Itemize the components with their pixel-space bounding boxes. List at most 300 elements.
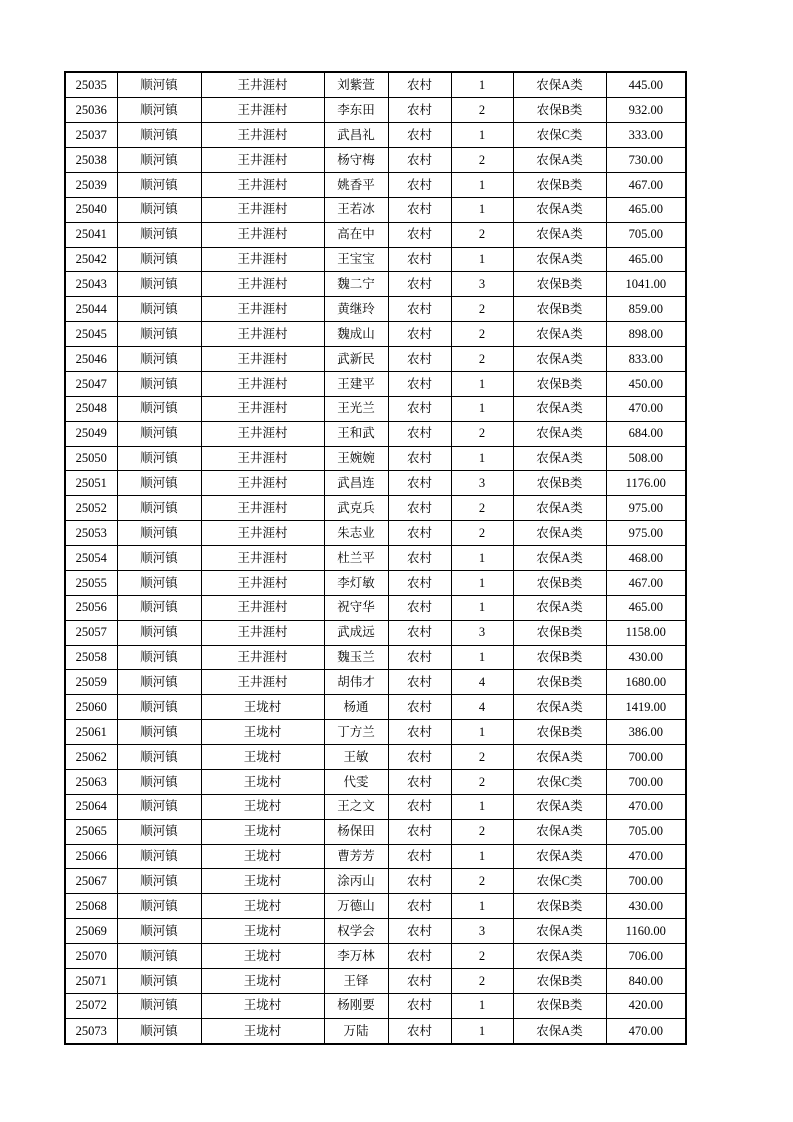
cell-amount: 840.00 [606,968,686,993]
cell-count: 2 [451,297,513,322]
cell-name: 王敏 [324,745,388,770]
table-row [65,521,686,546]
cell-id: 25037 [65,123,117,148]
table-row [65,446,686,471]
cell-village: 王垅村 [201,695,324,720]
cell-name: 王之文 [324,794,388,819]
cell-residence: 农村 [388,322,451,347]
cell-village: 王井涯村 [201,347,324,372]
cell-id: 25045 [65,322,117,347]
table-row [65,695,686,720]
cell-town: 顺河镇 [117,172,201,197]
cell-name: 武昌礼 [324,123,388,148]
cell-name: 祝守华 [324,595,388,620]
cell-name: 武克兵 [324,496,388,521]
cell-amount: 465.00 [606,247,686,272]
table-row [65,769,686,794]
cell-amount: 465.00 [606,595,686,620]
cell-town: 顺河镇 [117,869,201,894]
cell-id: 25063 [65,769,117,794]
cell-count: 1 [451,993,513,1018]
cell-count: 2 [451,222,513,247]
cell-count: 1 [451,645,513,670]
cell-town: 顺河镇 [117,371,201,396]
cell-id: 25051 [65,471,117,496]
cell-village: 王井涯村 [201,396,324,421]
cell-town: 顺河镇 [117,521,201,546]
cell-category: 农保B类 [513,172,606,197]
cell-category: 农保B类 [513,968,606,993]
cell-count: 1 [451,794,513,819]
cell-amount: 1041.00 [606,272,686,297]
cell-residence: 农村 [388,297,451,322]
cell-id: 25038 [65,148,117,173]
cell-village: 王垅村 [201,993,324,1018]
cell-name: 李万林 [324,944,388,969]
table-row [65,197,686,222]
cell-name: 魏二宁 [324,272,388,297]
cell-town: 顺河镇 [117,794,201,819]
cell-residence: 农村 [388,546,451,571]
table-row [65,272,686,297]
cell-town: 顺河镇 [117,322,201,347]
cell-residence: 农村 [388,595,451,620]
cell-id: 25042 [65,247,117,272]
cell-amount: 386.00 [606,720,686,745]
cell-town: 顺河镇 [117,595,201,620]
cell-amount: 705.00 [606,222,686,247]
cell-town: 顺河镇 [117,844,201,869]
cell-residence: 农村 [388,670,451,695]
cell-residence: 农村 [388,645,451,670]
cell-town: 顺河镇 [117,297,201,322]
table-row [65,670,686,695]
cell-count: 1 [451,844,513,869]
cell-id: 25060 [65,695,117,720]
cell-town: 顺河镇 [117,769,201,794]
cell-residence: 农村 [388,272,451,297]
cell-name: 王婉婉 [324,446,388,471]
cell-id: 25050 [65,446,117,471]
cell-residence: 农村 [388,446,451,471]
cell-amount: 467.00 [606,172,686,197]
cell-residence: 农村 [388,695,451,720]
cell-count: 1 [451,197,513,222]
cell-count: 3 [451,919,513,944]
cell-name: 朱志业 [324,521,388,546]
table-row [65,123,686,148]
cell-residence: 农村 [388,794,451,819]
cell-amount: 700.00 [606,745,686,770]
cell-residence: 农村 [388,371,451,396]
cell-count: 2 [451,148,513,173]
cell-name: 曹芳芳 [324,844,388,869]
cell-name: 王光兰 [324,396,388,421]
cell-town: 顺河镇 [117,670,201,695]
cell-name: 万陆 [324,1018,388,1044]
table-row [65,546,686,571]
cell-name: 王和武 [324,421,388,446]
cell-town: 顺河镇 [117,446,201,471]
table-row [65,645,686,670]
cell-id: 25047 [65,371,117,396]
cell-category: 农保A类 [513,695,606,720]
cell-town: 顺河镇 [117,72,201,98]
cell-amount: 684.00 [606,421,686,446]
cell-town: 顺河镇 [117,894,201,919]
cell-town: 顺河镇 [117,620,201,645]
table-row [65,297,686,322]
table-row [65,347,686,372]
table-row [65,247,686,272]
cell-name: 黄继玲 [324,297,388,322]
cell-category: 农保A类 [513,72,606,98]
cell-id: 25049 [65,421,117,446]
cell-village: 王井涯村 [201,322,324,347]
cell-amount: 1419.00 [606,695,686,720]
cell-id: 25072 [65,993,117,1018]
cell-village: 王垅村 [201,869,324,894]
cell-category: 农保A类 [513,222,606,247]
cell-town: 顺河镇 [117,570,201,595]
cell-id: 25057 [65,620,117,645]
cell-category: 农保B类 [513,570,606,595]
cell-id: 25065 [65,819,117,844]
cell-town: 顺河镇 [117,695,201,720]
benefit-roster-table [64,71,687,1045]
cell-residence: 农村 [388,720,451,745]
cell-village: 王井涯村 [201,172,324,197]
cell-id: 25041 [65,222,117,247]
cell-residence: 农村 [388,123,451,148]
cell-town: 顺河镇 [117,98,201,123]
cell-name: 刘紫萱 [324,72,388,98]
cell-town: 顺河镇 [117,396,201,421]
table-row [65,595,686,620]
cell-name: 杨守梅 [324,148,388,173]
cell-category: 农保A类 [513,197,606,222]
cell-residence: 农村 [388,222,451,247]
cell-id: 25053 [65,521,117,546]
cell-count: 3 [451,620,513,645]
cell-name: 魏玉兰 [324,645,388,670]
cell-residence: 农村 [388,869,451,894]
cell-amount: 859.00 [606,297,686,322]
cell-id: 25056 [65,595,117,620]
cell-amount: 467.00 [606,570,686,595]
cell-amount: 898.00 [606,322,686,347]
cell-town: 顺河镇 [117,247,201,272]
cell-id: 25073 [65,1018,117,1044]
cell-amount: 445.00 [606,72,686,98]
cell-category: 农保A类 [513,745,606,770]
table-row [65,222,686,247]
table-row [65,919,686,944]
cell-count: 1 [451,570,513,595]
cell-category: 农保A类 [513,521,606,546]
table-row [65,819,686,844]
cell-category: 农保B类 [513,297,606,322]
cell-category: 农保A类 [513,844,606,869]
cell-village: 王垅村 [201,844,324,869]
cell-town: 顺河镇 [117,496,201,521]
cell-town: 顺河镇 [117,148,201,173]
cell-amount: 1160.00 [606,919,686,944]
cell-town: 顺河镇 [117,347,201,372]
cell-village: 王井涯村 [201,496,324,521]
cell-name: 高在中 [324,222,388,247]
cell-village: 王垅村 [201,968,324,993]
table-row [65,869,686,894]
cell-village: 王井涯村 [201,72,324,98]
cell-category: 农保A类 [513,546,606,571]
cell-amount: 468.00 [606,546,686,571]
table-row [65,1018,686,1044]
cell-amount: 450.00 [606,371,686,396]
cell-village: 王垅村 [201,894,324,919]
cell-id: 25044 [65,297,117,322]
cell-village: 王垅村 [201,745,324,770]
cell-id: 25061 [65,720,117,745]
cell-village: 王井涯村 [201,620,324,645]
cell-amount: 1176.00 [606,471,686,496]
cell-residence: 农村 [388,844,451,869]
cell-count: 2 [451,819,513,844]
cell-residence: 农村 [388,620,451,645]
cell-residence: 农村 [388,1018,451,1044]
cell-village: 王垅村 [201,769,324,794]
cell-count: 1 [451,894,513,919]
cell-category: 农保C类 [513,869,606,894]
cell-town: 顺河镇 [117,421,201,446]
cell-id: 25070 [65,944,117,969]
table-row [65,471,686,496]
cell-id: 25035 [65,72,117,98]
cell-residence: 农村 [388,396,451,421]
cell-name: 代雯 [324,769,388,794]
table-row [65,944,686,969]
cell-id: 25059 [65,670,117,695]
cell-town: 顺河镇 [117,471,201,496]
cell-amount: 470.00 [606,396,686,421]
cell-count: 2 [451,944,513,969]
cell-amount: 975.00 [606,521,686,546]
cell-village: 王垅村 [201,794,324,819]
cell-name: 涂丙山 [324,869,388,894]
cell-name: 胡伟才 [324,670,388,695]
cell-residence: 农村 [388,521,451,546]
cell-category: 农保A类 [513,919,606,944]
cell-category: 农保A类 [513,148,606,173]
cell-category: 农保B类 [513,894,606,919]
table-row [65,993,686,1018]
cell-town: 顺河镇 [117,197,201,222]
cell-residence: 农村 [388,197,451,222]
table-row [65,620,686,645]
cell-category: 农保C类 [513,123,606,148]
cell-id: 25036 [65,98,117,123]
cell-town: 顺河镇 [117,819,201,844]
cell-amount: 730.00 [606,148,686,173]
cell-amount: 932.00 [606,98,686,123]
cell-category: 农保A类 [513,1018,606,1044]
cell-category: 农保B类 [513,993,606,1018]
cell-amount: 465.00 [606,197,686,222]
cell-category: 农保B类 [513,471,606,496]
cell-village: 王井涯村 [201,222,324,247]
cell-town: 顺河镇 [117,272,201,297]
cell-village: 王井涯村 [201,670,324,695]
cell-amount: 430.00 [606,645,686,670]
cell-category: 农保A类 [513,595,606,620]
cell-count: 3 [451,471,513,496]
cell-category: 农保B类 [513,670,606,695]
cell-count: 1 [451,172,513,197]
table-row [65,745,686,770]
cell-village: 王垅村 [201,1018,324,1044]
cell-amount: 700.00 [606,769,686,794]
cell-village: 王井涯村 [201,247,324,272]
cell-count: 1 [451,595,513,620]
cell-id: 25066 [65,844,117,869]
cell-residence: 农村 [388,172,451,197]
cell-category: 农保B类 [513,272,606,297]
cell-amount: 700.00 [606,869,686,894]
cell-count: 1 [451,396,513,421]
table-row [65,98,686,123]
cell-name: 李灯敏 [324,570,388,595]
cell-id: 25055 [65,570,117,595]
cell-name: 武昌连 [324,471,388,496]
cell-amount: 508.00 [606,446,686,471]
cell-category: 农保A类 [513,446,606,471]
cell-town: 顺河镇 [117,993,201,1018]
cell-village: 王井涯村 [201,595,324,620]
cell-town: 顺河镇 [117,745,201,770]
cell-residence: 农村 [388,247,451,272]
cell-town: 顺河镇 [117,944,201,969]
cell-name: 武成远 [324,620,388,645]
cell-count: 2 [451,521,513,546]
table-row [65,396,686,421]
cell-id: 25068 [65,894,117,919]
cell-town: 顺河镇 [117,1018,201,1044]
cell-name: 王建平 [324,371,388,396]
cell-count: 2 [451,745,513,770]
table-row [65,720,686,745]
cell-town: 顺河镇 [117,123,201,148]
cell-village: 王垅村 [201,944,324,969]
cell-count: 1 [451,720,513,745]
cell-count: 2 [451,322,513,347]
cell-amount: 1158.00 [606,620,686,645]
cell-category: 农保A类 [513,247,606,272]
cell-category: 农保A类 [513,496,606,521]
cell-amount: 470.00 [606,844,686,869]
cell-count: 3 [451,272,513,297]
cell-village: 王井涯村 [201,123,324,148]
cell-id: 25069 [65,919,117,944]
cell-name: 魏成山 [324,322,388,347]
table-row [65,172,686,197]
cell-residence: 农村 [388,919,451,944]
cell-amount: 705.00 [606,819,686,844]
cell-name: 万德山 [324,894,388,919]
cell-name: 杨刚要 [324,993,388,1018]
table-body [65,72,686,1044]
cell-amount: 833.00 [606,347,686,372]
cell-name: 权学会 [324,919,388,944]
cell-name: 杜兰平 [324,546,388,571]
cell-category: 农保A类 [513,396,606,421]
cell-id: 25062 [65,745,117,770]
cell-amount: 470.00 [606,1018,686,1044]
cell-count: 2 [451,421,513,446]
cell-village: 王井涯村 [201,297,324,322]
cell-village: 王井涯村 [201,371,324,396]
cell-village: 王井涯村 [201,446,324,471]
cell-id: 25067 [65,869,117,894]
cell-count: 2 [451,496,513,521]
cell-village: 王井涯村 [201,98,324,123]
cell-count: 1 [451,123,513,148]
cell-count: 1 [451,371,513,396]
cell-village: 王井涯村 [201,521,324,546]
table-row [65,72,686,98]
cell-count: 2 [451,968,513,993]
cell-village: 王井涯村 [201,421,324,446]
cell-residence: 农村 [388,968,451,993]
cell-village: 王垅村 [201,720,324,745]
cell-residence: 农村 [388,496,451,521]
cell-residence: 农村 [388,894,451,919]
cell-category: 农保C类 [513,769,606,794]
cell-village: 王井涯村 [201,272,324,297]
cell-id: 25054 [65,546,117,571]
cell-name: 王铎 [324,968,388,993]
cell-name: 丁方兰 [324,720,388,745]
cell-category: 农保B类 [513,98,606,123]
table-row [65,148,686,173]
cell-id: 25064 [65,794,117,819]
cell-amount: 975.00 [606,496,686,521]
cell-category: 农保A类 [513,322,606,347]
cell-village: 王井涯村 [201,471,324,496]
cell-category: 农保B类 [513,645,606,670]
cell-residence: 农村 [388,745,451,770]
cell-residence: 农村 [388,72,451,98]
cell-name: 姚香平 [324,172,388,197]
cell-residence: 农村 [388,769,451,794]
cell-town: 顺河镇 [117,222,201,247]
cell-name: 王若冰 [324,197,388,222]
cell-amount: 430.00 [606,894,686,919]
cell-id: 25048 [65,396,117,421]
table-row [65,894,686,919]
cell-amount: 420.00 [606,993,686,1018]
cell-town: 顺河镇 [117,919,201,944]
cell-town: 顺河镇 [117,968,201,993]
cell-name: 武新民 [324,347,388,372]
cell-count: 1 [451,546,513,571]
cell-count: 2 [451,869,513,894]
table-row [65,371,686,396]
cell-residence: 农村 [388,944,451,969]
cell-town: 顺河镇 [117,720,201,745]
table-row [65,570,686,595]
cell-village: 王垅村 [201,819,324,844]
cell-id: 25039 [65,172,117,197]
